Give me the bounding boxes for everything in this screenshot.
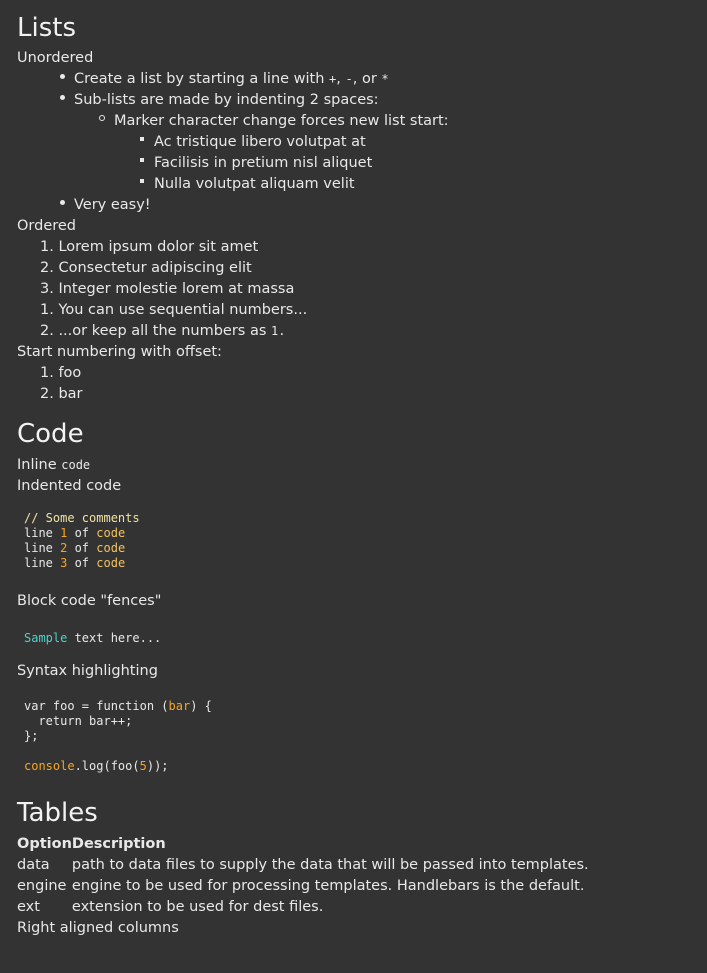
table-cell: data [17,857,50,873]
fences-label: Block code "fences" [17,593,162,609]
ul-item-text: Sub-lists are made by indenting 2 spaces: [74,92,379,108]
unordered-item [17,90,690,111]
offset-label: Start numbering with offset: [17,344,222,360]
fence-code-block [17,631,690,646]
ordered-item [17,363,690,384]
sub-sub-item-text: Nulla volutpat aliquam velit [154,176,355,192]
inline-code: 1. [271,324,286,338]
table-header-row [17,834,589,855]
ol-number: 1. [40,302,54,318]
ol-item-text: Integer molestie lorem at massa [58,281,295,297]
ol-number: 1. [40,365,54,381]
marker-plus-code: + [329,72,337,86]
table-cell: engine to be used for processing templates. Handlebars is the default. [71,878,585,894]
table-cell: engine [17,878,67,894]
sub-sub-list-item [17,132,690,153]
table-header-cell: Option [17,836,72,852]
code-word: Sample [24,631,68,645]
sub-list-item [17,111,690,132]
ol-item-text: Consectetur adipiscing elit [58,260,252,276]
ol-item-text: ...or keep all the numbers as [58,323,272,339]
code-comment: // Some comments [24,511,140,525]
ol-number: 2. [40,323,54,339]
sub-sub-list-item [17,174,690,195]
syntax-code-block: var foo = function (bar) { return bar++; }; console.log(foo(5)); [24,699,212,773]
options-table [17,834,589,918]
sub-item-text: Marker character change forces new list start: [114,113,449,129]
ul-item-text: Create a list by starting a line with [74,71,330,87]
code-text: text here... [67,631,162,645]
unordered-label: Unordered [17,50,94,66]
ol-item-text: You can use sequential numbers... [58,302,308,318]
inline-label: Inline [17,457,62,473]
heading-lists: Lists [17,13,76,43]
ordered-item [17,300,690,321]
ol-number: 1. [40,239,54,255]
marker-star-code: * [381,72,389,86]
table-cell: path to data files to supply the data that will be passed into templates. [71,857,589,873]
heading-code: Code [17,419,84,449]
unordered-item [17,69,690,90]
ordered-label: Ordered [17,218,77,234]
heading-tables: Tables [17,798,98,828]
code-line: line 1 of code [24,526,126,540]
inline-code: code [61,458,91,472]
ol-item-text: Lorem ipsum dolor sit amet [58,239,259,255]
inline-code-line [17,455,690,476]
table-header-cell: Description [71,836,166,852]
right-aligned-label: Right aligned columns [17,920,179,936]
table-row [17,876,589,897]
ordered-item [17,258,690,279]
table-row [17,897,589,918]
ol-number: 2. [40,260,54,276]
code-line: line 3 of code [24,556,126,570]
ol-item-text: bar [58,386,83,402]
unordered-item [17,195,690,216]
marker-minus-code: - [345,72,353,86]
table-cell: ext [17,899,40,915]
code-line: line 2 of code [24,541,126,555]
sub-sub-list-item [17,153,690,174]
ordered-item [17,279,690,300]
indented-code-block [17,511,690,571]
table-row [17,855,589,876]
ordered-item [17,384,690,405]
indented-label: Indented code [17,478,122,494]
ol-number: 3. [40,281,54,297]
ordered-item [17,321,690,342]
ul-item-text: Very easy! [74,197,151,213]
separator: , [336,71,346,87]
sub-sub-item-text: Facilisis in pretium nisl aliquet [154,155,373,171]
ol-number: 2. [40,386,54,402]
ordered-item [17,237,690,258]
sub-sub-item-text: Ac tristique libero volutpat at [154,134,366,150]
syntax-label: Syntax highlighting [17,663,158,679]
ol-item-text: foo [58,365,82,381]
table-cell: extension to be used for dest files. [71,899,324,915]
separator: , or [352,71,382,87]
